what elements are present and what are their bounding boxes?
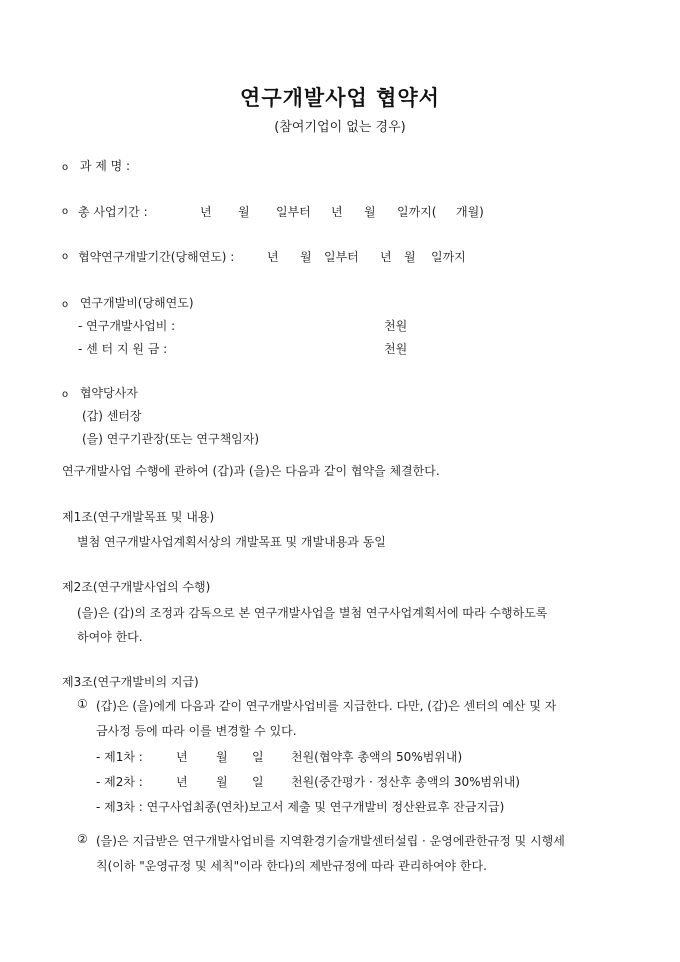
article2-body-line1: (을)은 (갑)의 조정과 감독으로 본 연구개발사업을 별첨 연구사업계획서에 따라 수행하도록 bbox=[77, 606, 548, 620]
article1-body: 별첨 연구개발사업계획서상의 개발목표 및 개발내용과 동일 bbox=[77, 535, 386, 549]
installment-year: 년 bbox=[176, 750, 188, 764]
article3-clause1-line1: (갑)은 (을)에게 다음과 같이 연구개발사업비를 지급한다. 다만, (갑)은 센터의 예산 및 자 bbox=[96, 699, 557, 713]
project-name-row bbox=[62, 157, 130, 174]
installment-note: 천원(협약후 총액의 50%범위내) bbox=[291, 750, 463, 764]
total-period-month2: 월 bbox=[364, 205, 376, 219]
total-period-month: 월 bbox=[238, 205, 250, 219]
funding-heading-row bbox=[62, 294, 194, 311]
funding-item-label: - 센 터 지 원 금 : bbox=[78, 342, 168, 356]
total-period-until: 일까지( bbox=[397, 205, 437, 219]
article3-clause1-line2: 금사정 등에 따라 이를 변경할 수 있다. bbox=[96, 724, 297, 738]
funding-item-unit: 천원 bbox=[384, 342, 408, 356]
party-b: (을) 연구기관장(또는 연구책임자) bbox=[82, 432, 260, 446]
agreement-period-year2: 년 bbox=[380, 250, 392, 264]
document-title: 연구개발사업 협약서 bbox=[240, 85, 440, 110]
article1-heading: 제1조(연구개발목표 및 내용) bbox=[62, 510, 215, 524]
document-subtitle: (참여기업이 없는 경우) bbox=[274, 120, 406, 135]
installment-note: 천원(중간평가 · 정산후 총액의 30%범위내) bbox=[291, 775, 520, 789]
total-period-from: 일부터 bbox=[276, 205, 311, 219]
funding-item-unit: 천원 bbox=[384, 319, 408, 333]
funding-heading: 연구개발비(당해연도) bbox=[79, 296, 194, 310]
total-period-row bbox=[62, 203, 76, 217]
agreement-period-label: 협약연구개발기간(당해연도) : bbox=[78, 250, 235, 264]
installment-third: - 제3차 : 연구사업최종(연차)보고서 제출 및 연구개발비 정산완료후 잔금지급) bbox=[96, 800, 505, 814]
bullet-mark: o bbox=[62, 389, 69, 400]
funding-item-label: - 연구개발사업비 : bbox=[78, 319, 176, 333]
total-period-label: 총 사업기간 : bbox=[78, 205, 148, 219]
installment-month: 월 bbox=[216, 775, 228, 789]
article3-clause2-line1: (을)은 지급받은 연구개발사업비를 지역환경기술개발센터설립 · 운영에관한규정 및 시행세 bbox=[96, 834, 565, 848]
installment-day: 일 bbox=[252, 750, 264, 764]
agreement-period-from: 일부터 bbox=[324, 250, 359, 264]
installment-day: 일 bbox=[252, 775, 264, 789]
agreement-period-month: 월 bbox=[300, 250, 312, 264]
installment-label: - 제1차 : bbox=[96, 750, 143, 764]
agreement-period-month2: 월 bbox=[404, 250, 416, 264]
agreement-period-until: 일까지 bbox=[431, 250, 466, 264]
installment-year: 년 bbox=[176, 775, 188, 789]
total-period-months: 개월) bbox=[456, 205, 484, 219]
bullet-mark: o bbox=[62, 206, 69, 217]
article2-body-line2: 하여야 한다. bbox=[77, 630, 143, 644]
party-a: (갑) 센터장 bbox=[82, 409, 142, 423]
total-period-year2: 년 bbox=[331, 205, 343, 219]
project-name-label: 과 제 명 : bbox=[79, 159, 131, 173]
installment-month: 월 bbox=[216, 750, 228, 764]
installment-label: - 제2차 : bbox=[96, 775, 143, 789]
bullet-mark: o bbox=[62, 162, 69, 173]
parties-heading-row bbox=[62, 384, 138, 401]
article3-heading: 제3조(연구개발비의 지급) bbox=[62, 675, 199, 689]
parties-heading: 협약당사자 bbox=[79, 386, 138, 400]
bullet-mark: o bbox=[62, 299, 69, 310]
article3-clause2-mark: ② bbox=[77, 832, 88, 846]
article2-heading: 제2조(연구개발사업의 수행) bbox=[62, 580, 211, 594]
total-period-year: 년 bbox=[200, 205, 212, 219]
agreement-period-row bbox=[62, 248, 76, 262]
intro-sentence: 연구개발사업 수행에 관하여 (갑)과 (을)은 다음과 같이 협약을 체결한다. bbox=[62, 464, 440, 478]
bullet-mark: o bbox=[62, 251, 69, 262]
agreement-period-year: 년 bbox=[267, 250, 279, 264]
article3-clause2-line2: 칙(이하 "운영규정 및 세칙"이라 한다)의 제반규정에 따라 관리하여야 한다. bbox=[96, 859, 487, 873]
article3-clause1-mark: ① bbox=[77, 697, 88, 711]
